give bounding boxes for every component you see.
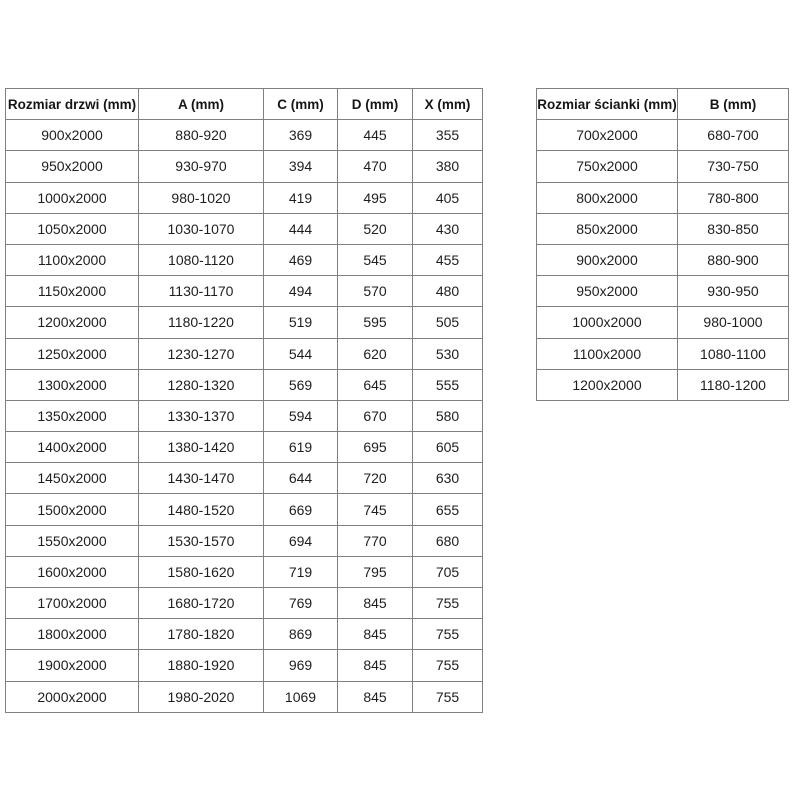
table-cell: 1550x2000	[6, 525, 139, 556]
table-cell: 830-850	[678, 213, 789, 244]
table-row	[6, 213, 483, 244]
table-cell: 1600x2000	[6, 556, 139, 587]
table-row	[6, 525, 483, 556]
table-cell: 520	[338, 213, 413, 244]
table-cell: 1069	[264, 681, 338, 712]
door-table-header-row	[6, 89, 483, 120]
table-cell: 495	[338, 182, 413, 213]
table-cell: 470	[338, 151, 413, 182]
table-cell: 1330-1370	[139, 400, 264, 431]
table-cell: 694	[264, 525, 338, 556]
table-cell: 670	[338, 400, 413, 431]
table-cell: 900x2000	[6, 120, 139, 151]
table-cell: 480	[413, 276, 483, 307]
table-cell: 969	[264, 650, 338, 681]
table-cell: 720	[338, 463, 413, 494]
table-cell: 644	[264, 463, 338, 494]
table-row	[6, 463, 483, 494]
column-header: C (mm)	[264, 89, 338, 120]
table-cell: 1800x2000	[6, 619, 139, 650]
table-cell: 880-920	[139, 120, 264, 151]
table-cell: 620	[338, 338, 413, 369]
table-cell: 630	[413, 463, 483, 494]
column-header: Rozmiar drzwi (mm)	[6, 89, 139, 120]
table-cell: 980-1020	[139, 182, 264, 213]
table-row	[537, 213, 789, 244]
table-row	[6, 681, 483, 712]
table-row	[6, 182, 483, 213]
table-cell: 545	[338, 244, 413, 275]
table-cell: 595	[338, 307, 413, 338]
table-cell: 444	[264, 213, 338, 244]
table-cell: 1500x2000	[6, 494, 139, 525]
table-row	[537, 120, 789, 151]
table-cell: 469	[264, 244, 338, 275]
table-cell: 494	[264, 276, 338, 307]
table-cell: 1000x2000	[537, 307, 678, 338]
table-cell: 705	[413, 556, 483, 587]
table-cell: 900x2000	[537, 244, 678, 275]
column-header: X (mm)	[413, 89, 483, 120]
table-cell: 1100x2000	[6, 244, 139, 275]
table-cell: 770	[338, 525, 413, 556]
table-row	[6, 588, 483, 619]
table-cell: 394	[264, 151, 338, 182]
column-header: Rozmiar ścianki (mm)	[537, 89, 678, 120]
table-cell: 769	[264, 588, 338, 619]
table-cell: 1450x2000	[6, 463, 139, 494]
table-cell: 1180-1220	[139, 307, 264, 338]
table-cell: 1200x2000	[6, 307, 139, 338]
wall-table-header-row	[537, 89, 789, 120]
table-cell: 700x2000	[537, 120, 678, 151]
table-row	[537, 151, 789, 182]
table-row	[537, 369, 789, 400]
table-cell: 680-700	[678, 120, 789, 151]
table-cell: 1250x2000	[6, 338, 139, 369]
table-cell: 555	[413, 369, 483, 400]
table-cell: 1400x2000	[6, 432, 139, 463]
table-cell: 1780-1820	[139, 619, 264, 650]
table-cell: 750x2000	[537, 151, 678, 182]
table-cell: 755	[413, 681, 483, 712]
table-cell: 880-900	[678, 244, 789, 275]
table-row	[537, 182, 789, 213]
table-cell: 530	[413, 338, 483, 369]
table-cell: 1380-1420	[139, 432, 264, 463]
table-cell: 795	[338, 556, 413, 587]
table-cell: 980-1000	[678, 307, 789, 338]
table-row	[537, 244, 789, 275]
table-cell: 1200x2000	[537, 369, 678, 400]
column-header: B (mm)	[678, 89, 789, 120]
table-row	[6, 432, 483, 463]
table-cell: 1080-1120	[139, 244, 264, 275]
table-cell: 580	[413, 400, 483, 431]
table-cell: 1100x2000	[537, 338, 678, 369]
table-row	[6, 494, 483, 525]
table-cell: 1350x2000	[6, 400, 139, 431]
table-cell: 655	[413, 494, 483, 525]
table-row	[6, 400, 483, 431]
table-row	[537, 338, 789, 369]
table-cell: 1130-1170	[139, 276, 264, 307]
table-cell: 755	[413, 650, 483, 681]
table-cell: 869	[264, 619, 338, 650]
table-cell: 1680-1720	[139, 588, 264, 619]
table-row	[6, 151, 483, 182]
table-cell: 930-970	[139, 151, 264, 182]
table-cell: 619	[264, 432, 338, 463]
table-cell: 430	[413, 213, 483, 244]
table-cell: 369	[264, 120, 338, 151]
table-cell: 570	[338, 276, 413, 307]
table-cell: 680	[413, 525, 483, 556]
table-cell: 1180-1200	[678, 369, 789, 400]
table-cell: 1150x2000	[6, 276, 139, 307]
table-cell: 405	[413, 182, 483, 213]
table-cell: 845	[338, 650, 413, 681]
table-cell: 1030-1070	[139, 213, 264, 244]
table-cell: 845	[338, 619, 413, 650]
table-row	[6, 650, 483, 681]
table-cell: 455	[413, 244, 483, 275]
table-cell: 1480-1520	[139, 494, 264, 525]
wall-sizes-table	[536, 88, 789, 401]
table-cell: 1880-1920	[139, 650, 264, 681]
table-cell: 1230-1270	[139, 338, 264, 369]
table-row	[6, 619, 483, 650]
table-cell: 930-950	[678, 276, 789, 307]
table-cell: 755	[413, 588, 483, 619]
table-cell: 544	[264, 338, 338, 369]
table-cell: 850x2000	[537, 213, 678, 244]
table-cell: 845	[338, 681, 413, 712]
table-cell: 419	[264, 182, 338, 213]
table-cell: 845	[338, 588, 413, 619]
table-cell: 695	[338, 432, 413, 463]
table-cell: 505	[413, 307, 483, 338]
table-cell: 445	[338, 120, 413, 151]
column-header: A (mm)	[139, 89, 264, 120]
table-cell: 950x2000	[6, 151, 139, 182]
table-cell: 780-800	[678, 182, 789, 213]
table-row	[6, 338, 483, 369]
table-cell: 950x2000	[537, 276, 678, 307]
table-cell: 755	[413, 619, 483, 650]
door-sizes-table	[5, 88, 483, 713]
table-cell: 719	[264, 556, 338, 587]
table-row	[6, 556, 483, 587]
table-cell: 1050x2000	[6, 213, 139, 244]
table-cell: 1900x2000	[6, 650, 139, 681]
table-cell: 669	[264, 494, 338, 525]
column-header: D (mm)	[338, 89, 413, 120]
table-cell: 519	[264, 307, 338, 338]
table-row	[537, 276, 789, 307]
table-cell: 800x2000	[537, 182, 678, 213]
table-cell: 745	[338, 494, 413, 525]
table-row	[537, 307, 789, 338]
table-cell: 605	[413, 432, 483, 463]
table-row	[6, 244, 483, 275]
table-cell: 380	[413, 151, 483, 182]
table-cell: 1580-1620	[139, 556, 264, 587]
table-row	[6, 276, 483, 307]
table-row	[6, 369, 483, 400]
table-row	[6, 307, 483, 338]
table-cell: 1980-2020	[139, 681, 264, 712]
table-cell: 355	[413, 120, 483, 151]
table-cell: 1280-1320	[139, 369, 264, 400]
table-cell: 645	[338, 369, 413, 400]
table-row	[6, 120, 483, 151]
table-cell: 1080-1100	[678, 338, 789, 369]
table-cell: 1300x2000	[6, 369, 139, 400]
table-cell: 1430-1470	[139, 463, 264, 494]
table-cell: 2000x2000	[6, 681, 139, 712]
table-cell: 594	[264, 400, 338, 431]
table-cell: 1700x2000	[6, 588, 139, 619]
table-cell: 1000x2000	[6, 182, 139, 213]
table-cell: 1530-1570	[139, 525, 264, 556]
table-cell: 730-750	[678, 151, 789, 182]
table-cell: 569	[264, 369, 338, 400]
